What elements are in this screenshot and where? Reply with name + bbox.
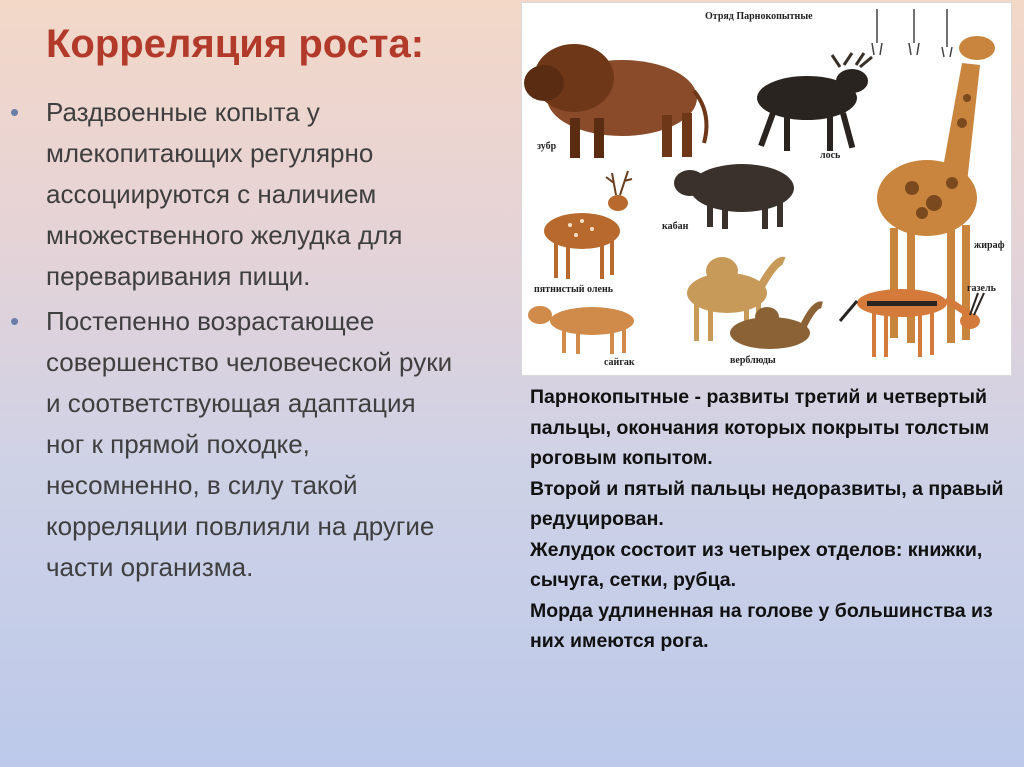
label-saiga: сайгак <box>604 357 635 368</box>
artiodactyla-notes <box>530 382 1015 657</box>
note-paragraph: Второй и пятый пальцы недоразвиты, а правый редуцирован. <box>530 477 1004 530</box>
bullet-list <box>0 92 455 592</box>
boar-illustration <box>674 164 794 229</box>
figure-heading: Отряд Парнокопытные <box>705 11 813 22</box>
spotted-deer-illustration <box>544 171 632 279</box>
artiodactyla-illustration <box>521 2 1012 376</box>
hoof-bones-icon <box>872 9 952 57</box>
label-gazelle: газель <box>967 283 996 294</box>
label-camels: верблюды <box>730 355 776 366</box>
label-deer: пятнистый олень <box>534 284 613 295</box>
bullet-text: Раздвоенные копыта у млекопитающих регулярно ассоциируются с наличием множественного желудка для переваривания пищи. <box>46 97 403 291</box>
bullet-item <box>0 92 455 297</box>
bullet-dot-icon: • <box>10 306 20 336</box>
camels-illustration <box>687 257 822 349</box>
slide-title: Корреляция роста: <box>46 22 425 66</box>
note-paragraph: Морда удлиненная на голове у большинства из них имеются рога. <box>530 599 993 652</box>
note-paragraph: Парнокопытные - развиты третий и четвертый пальцы, окончания которых покрыты толстым роговым копытом. <box>530 386 990 469</box>
label-moose: лось <box>820 150 841 161</box>
label-giraffe: жираф <box>974 240 1005 251</box>
label-boar: кабан <box>662 221 689 232</box>
moose-illustration <box>757 53 872 151</box>
note-paragraph: Желудок состоит из четырех отделов: книжки, сычуга, сетки, рубца. <box>530 538 983 591</box>
bullet-item <box>0 301 455 588</box>
saiga-illustration <box>528 306 634 354</box>
bullet-dot-icon: • <box>10 97 20 127</box>
bullet-text: Постепенно возрастающее совершенство человеческой руки и соответствующая адаптация ног к прямой походке, несомненно, в силу такой корреляции повлияли на другие части организма. <box>46 306 453 582</box>
label-bison: зубр <box>537 141 557 152</box>
